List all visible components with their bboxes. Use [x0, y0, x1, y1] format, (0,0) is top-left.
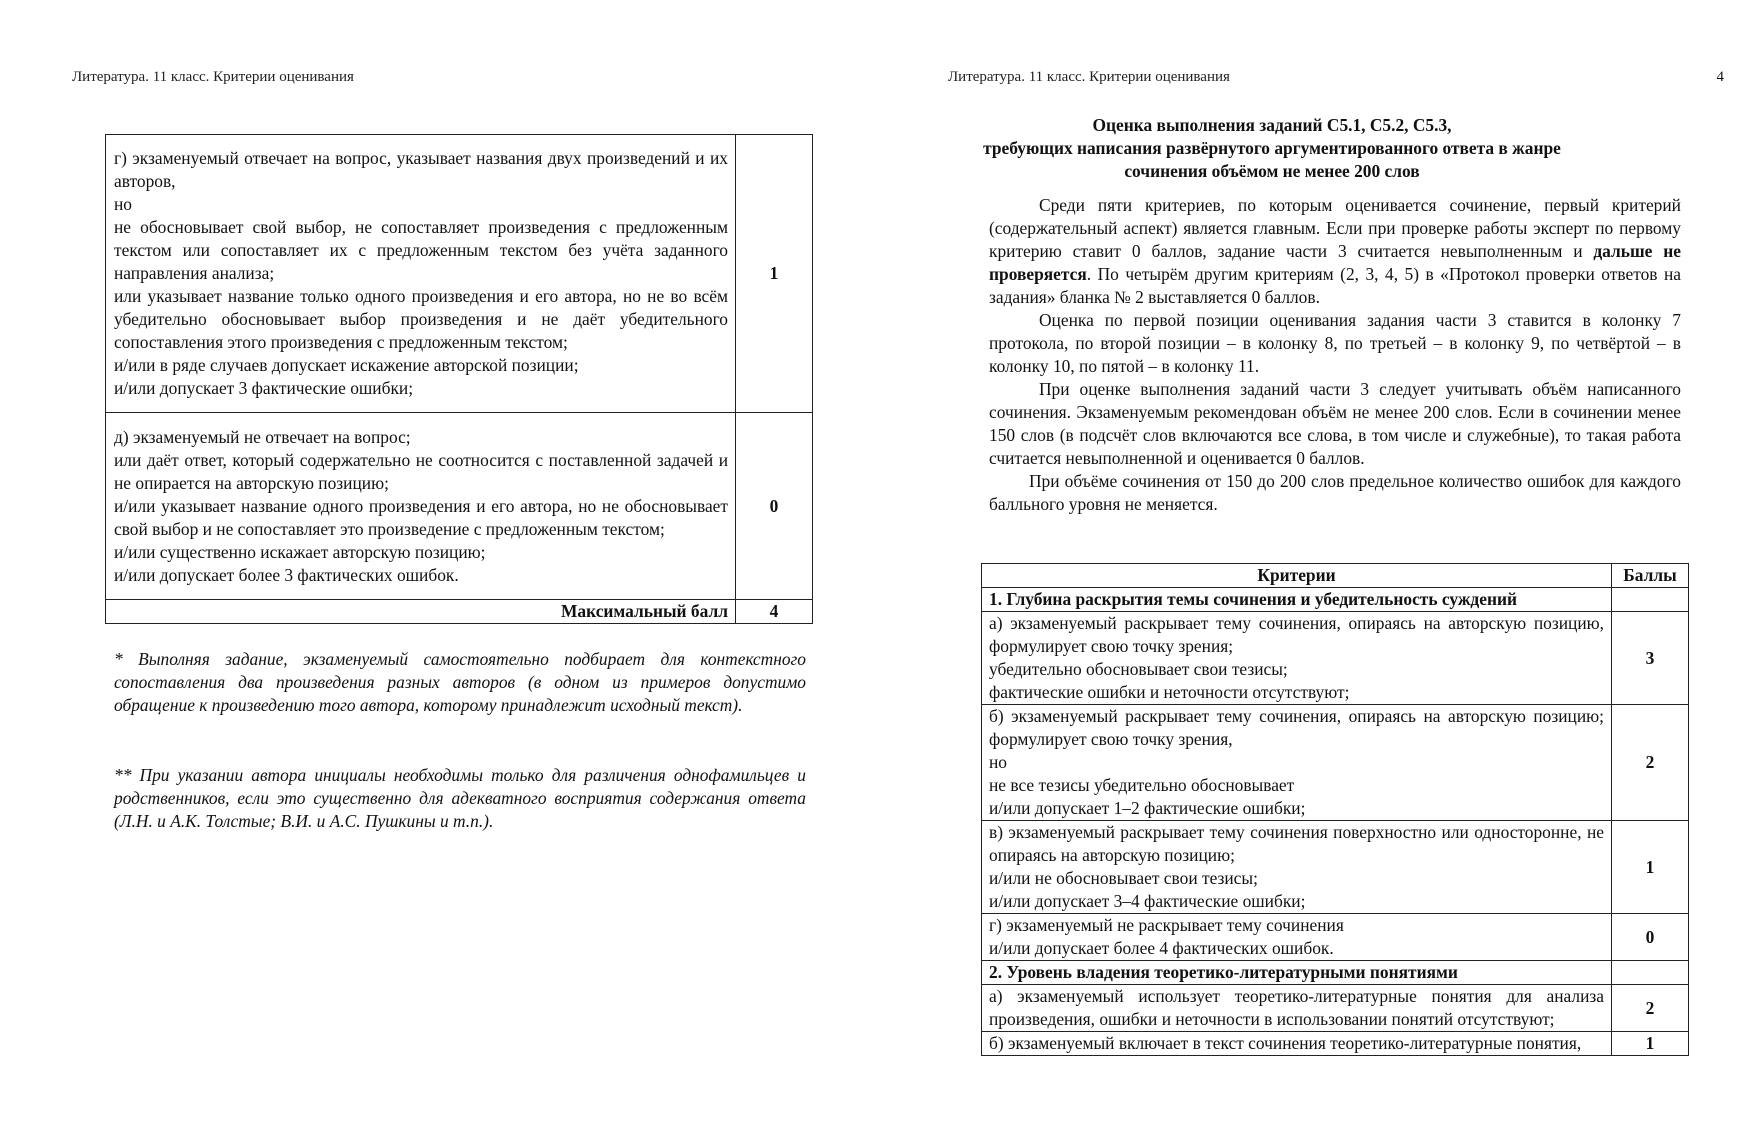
text-line: и/или указывает название одного произведения и его автора, но не обосновывает свой выбор и не сопоставляет это произведение с предложенным текстом;	[114, 495, 728, 539]
section-title	[972, 114, 1572, 183]
running-header: Литература. 11 класс. Критерии оценивания	[72, 69, 354, 85]
column-header-criteria: Критерии	[982, 564, 1612, 588]
score-cell: 2	[1612, 985, 1689, 1032]
text-line: не все тезисы убедительно обосновывает	[989, 775, 1295, 795]
table-row	[982, 821, 1689, 914]
text-line: и/или допускает 1–2 фактические ошибки;	[989, 798, 1306, 818]
paragraph-text: Среди пяти критериев, по которым оценивается сочинение, первый критерий (содержательный аспект) является главным. Если при проверке работы эксперт по первому критерию ставит 0 баллов, задание части 3 считается невыполненным и	[989, 195, 1681, 261]
text-line: убедительно обосновывает свои тезисы;	[989, 659, 1288, 679]
text-line: и/или существенно искажает авторскую позицию;	[114, 541, 486, 562]
max-score-value: 4	[736, 600, 813, 624]
page-number: 4	[1716, 69, 1724, 85]
table-header-row	[982, 564, 1689, 588]
text-line: и/или допускает более 3 фактических ошибок.	[114, 564, 459, 585]
text-line: но	[114, 194, 133, 214]
table-row	[982, 612, 1689, 705]
criterion-heading: 1. Глубина раскрытия темы сочинения и убедительность суждений	[982, 588, 1612, 612]
table-row	[982, 914, 1689, 961]
table-row	[982, 705, 1689, 821]
score-cell: 0	[1612, 914, 1689, 961]
criterion-text	[982, 612, 1612, 705]
paragraph: Оценка по первой позиции оценивания задания части 3 ставится в колонку 7 протокола, по второй позиции – в колонку 8, по третьей – в колонку 9, по четвёртой – в колонку 10, по пятой – в колонку 11.	[989, 310, 1681, 376]
text-line: а) экзаменуемый использует теоретико-литературные понятия для анализа произведения, ошибки и неточности в использовании понятий отсутствуют;	[989, 986, 1604, 1029]
paragraph	[989, 194, 1681, 309]
criterion-text	[982, 985, 1612, 1032]
text-line: и/или в ряде случаев допускает искажение авторской позиции;	[114, 355, 579, 375]
paragraph: При оценке выполнения заданий части 3 следует учитывать объём написанного сочинения. Экзаменуемым рекомендован объём не менее 200 слов. Если в сочинении менее 150 слов (в подсчёт слов включаются все слова, в том числе и служебные), то такая работа считается невыполненной и оценивается 0 баллов.	[989, 379, 1681, 468]
table-row	[982, 985, 1689, 1032]
column-header-points: Баллы	[1612, 564, 1689, 588]
text-line: г) экзаменуемый отвечает на вопрос, указывает названия двух произведений и их авторов,	[114, 148, 728, 191]
criterion-text	[982, 914, 1612, 961]
text-line: и/или не обосновывает свои тезисы;	[989, 868, 1258, 888]
criterion-text	[106, 135, 736, 413]
criterion-heading: 2. Уровень владения теоретико-литературными понятиями	[982, 961, 1612, 985]
text-line: г) экзаменуемый не раскрывает тему сочинения	[989, 915, 1344, 935]
criterion-text	[982, 705, 1612, 821]
text-line: но	[989, 752, 1008, 772]
footnote: ** При указании автора инициалы необходимы только для различения однофамильцев и родственников, если это существенно для адекватного восприятия содержания ответа (Л.Н. и А.К. Толстые; В.И. и А.С. Пушкины и т.п.).	[114, 765, 806, 831]
running-header: Литература. 11 класс. Критерии оценивания	[948, 69, 1230, 85]
text-line: в) экзаменуемый раскрывает тему сочинения поверхностно или односторонне, не опираясь на авторскую позицию;	[989, 822, 1604, 865]
right-page	[876, 0, 1752, 1137]
text-line: и/или допускает 3–4 фактические ошибки;	[989, 891, 1306, 911]
score-cell: 1	[1612, 821, 1689, 914]
criterion-heading-row	[982, 588, 1689, 612]
score-cell: 1	[1612, 1032, 1689, 1056]
text-line: б) экзаменуемый раскрывает тему сочинения, опираясь на авторскую позицию; формулирует свою точку зрения,	[989, 706, 1604, 749]
score-cell: 3	[1612, 612, 1689, 705]
score-cell: 0	[736, 413, 813, 600]
text-line: б) экзаменуемый включает в текст сочинения теоретико-литературные понятия,	[989, 1033, 1582, 1053]
score-cell: 2	[1612, 705, 1689, 821]
paragraph: При объёме сочинения от 150 до 200 слов предельное количество ошибок для каждого балльного уровня не меняется.	[989, 471, 1681, 514]
score-cell-empty	[1612, 961, 1689, 985]
emphasis-text: дальше не проверяется	[989, 241, 1681, 284]
text-line: или даёт ответ, который содержательно не соотносится с поставленной задачей и не опирается на авторскую позицию;	[114, 449, 728, 493]
max-score-label: Максимальный балл	[106, 600, 736, 624]
table-row	[106, 135, 813, 413]
paragraph-text: . По четырём другим критериям (2, 3, 4, 5) в «Протокол проверки ответов на задания» бланка № 2 выставляется 0 баллов.	[989, 264, 1681, 307]
text-line: или указывает название только одного произведения и его автора, но не во всём убедительно обосновывает выбор произведения и не даёт убедительного сопоставления этого произведения с предложенным текстом;	[114, 286, 728, 352]
criterion-text	[982, 1032, 1612, 1056]
score-cell: 1	[736, 135, 813, 413]
criteria-table-continued	[105, 134, 813, 624]
text-line: и/или допускает более 4 фактических ошибок.	[989, 938, 1334, 958]
text-line: не обосновывает свой выбор, не сопоставляет произведения с предложенным текстом или сопоставляет их с предложенным текстом без учёта заданного направления анализа;	[114, 217, 728, 283]
text-line: а) экзаменуемый раскрывает тему сочинения, опираясь на авторскую позицию, формулирует свою точку зрения;	[989, 613, 1604, 656]
text-line: д) экзаменуемый не отвечает на вопрос;	[114, 426, 411, 447]
title-line: требующих написания развёрнутого аргументированного ответа в жанре сочинения объёмом не менее 200 слов	[983, 138, 1561, 181]
max-score-row	[106, 600, 813, 624]
title-line: Оценка выполнения заданий С5.1, С5.2, С5.3,	[1092, 115, 1452, 135]
table-row	[106, 413, 813, 600]
score-cell-empty	[1612, 588, 1689, 612]
table-row	[982, 1032, 1689, 1056]
text-line: и/или допускает 3 фактические ошибки;	[114, 378, 414, 398]
text-line: фактические ошибки и неточности отсутствуют;	[989, 682, 1350, 702]
criterion-text	[982, 821, 1612, 914]
footnote: * Выполняя задание, экзаменуемый самостоятельно подбирает для контекстного сопоставления два произведения разных авторов (в одном из примеров допустимо обращение к произведению того автора, которому принадлежит исходный текст).	[114, 649, 806, 715]
criterion-heading-row	[982, 961, 1689, 985]
criteria-table	[981, 563, 1689, 1056]
criterion-text	[106, 413, 736, 600]
body-text	[989, 194, 1681, 516]
